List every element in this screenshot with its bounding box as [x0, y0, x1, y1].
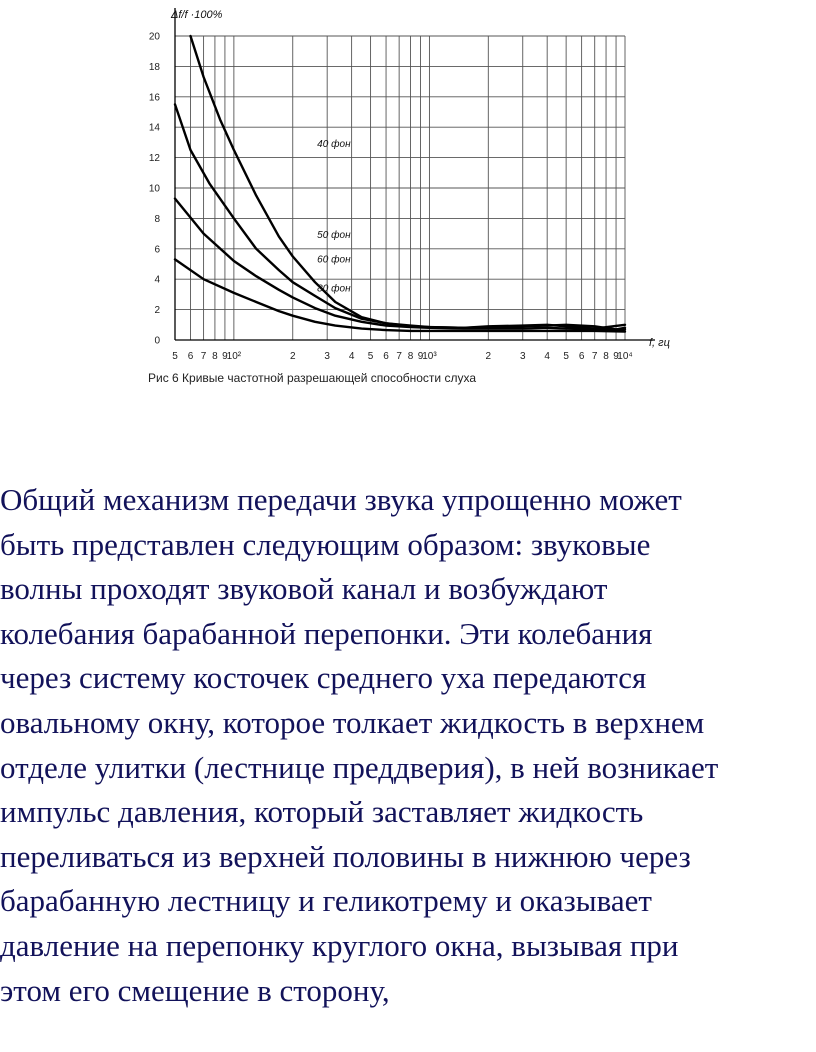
chart [0, 0, 816, 410]
x-tick-label: 5 [563, 351, 569, 362]
x-tick-label: 7 [591, 351, 598, 362]
series-label: 60 фон [317, 254, 351, 266]
x-tick-label: 4 [348, 351, 355, 362]
x-tick-label: 10³ [422, 351, 437, 362]
y-tick-label: 12 [148, 153, 160, 165]
y-tick-label: 2 [154, 305, 160, 317]
x-tick-label: 4 [544, 351, 550, 362]
y-tick-label: 0 [154, 335, 160, 347]
x-tick-label: 6 [187, 351, 194, 362]
x-axis-label: f, гц [649, 337, 670, 349]
x-tick-label: 10² [226, 351, 242, 362]
text-line: импульс давления, который заставляет жидкость [0, 794, 644, 830]
x-tick-label: 9 [417, 351, 424, 362]
x-tick-label: 7 [396, 351, 402, 362]
x-tick-label: 5 [367, 351, 374, 362]
y-tick-label: 8 [154, 213, 160, 225]
x-tick-label: 9 [222, 351, 228, 362]
series-label: 50 фон [317, 230, 351, 242]
series-label: 40 фон [317, 139, 351, 150]
x-tick-label: 3 [519, 351, 526, 362]
text-line: овальному окну, которое толкает жидкость в верхнем [0, 704, 705, 740]
text-line: давление на перепонку круглого окна, вызывая при [0, 927, 679, 963]
x-tick-label: 6 [578, 351, 585, 362]
y-tick-label: 20 [148, 31, 160, 43]
y-tick-label: 6 [154, 244, 160, 256]
y-axis-label: Δf/f ·100% [171, 9, 223, 21]
series-line [175, 259, 625, 331]
text-line: через систему косточек среднего уха передаются [0, 660, 647, 696]
x-tick-label: 6 [383, 351, 389, 362]
x-tick-label: 9 [613, 351, 619, 362]
text-line: Общий механизм передачи звука упрощенно может [0, 482, 682, 517]
x-tick-label: 10⁴ [617, 351, 633, 362]
y-tick-label: 16 [148, 92, 160, 104]
text-line: отделе улитки (лестнице преддверия), в ней возникает [0, 749, 719, 785]
x-tick-label: 8 [603, 351, 609, 362]
chart-svg [0, 0, 816, 410]
x-tick-label: 5 [172, 351, 178, 362]
series-label: 80 фон [317, 283, 351, 295]
x-tick-label: 8 [407, 351, 414, 362]
text-line: быть представлен следующим образом: звуковые [0, 526, 651, 562]
x-tick-label: 3 [324, 351, 330, 362]
text-line: барабанную лестницу и геликотрему и оказывает [0, 883, 652, 919]
text-line: этом его смещение в сторону, [0, 972, 390, 1008]
x-tick-label: 7 [200, 351, 207, 362]
text-line: волны проходят звуковой канал и возбуждают [0, 571, 608, 607]
y-tick-label: 10 [148, 183, 160, 195]
body-text [0, 478, 816, 1013]
series-line [191, 36, 626, 329]
figure-caption: Рис 6 Кривые частотной разрешающей способности слуха [148, 371, 476, 385]
x-tick-label: 2 [485, 351, 492, 362]
y-tick-label: 4 [154, 274, 160, 286]
series-line [175, 104, 625, 328]
y-tick-label: 18 [148, 61, 160, 73]
text-line: колебания барабанной перепонки. Эти колебания [0, 615, 653, 651]
x-tick-label: 8 [212, 351, 218, 362]
text-line: переливаться из верхней половины в нижнюю через [0, 838, 691, 874]
y-tick-label: 14 [148, 122, 160, 134]
x-tick-label: 2 [289, 351, 296, 362]
